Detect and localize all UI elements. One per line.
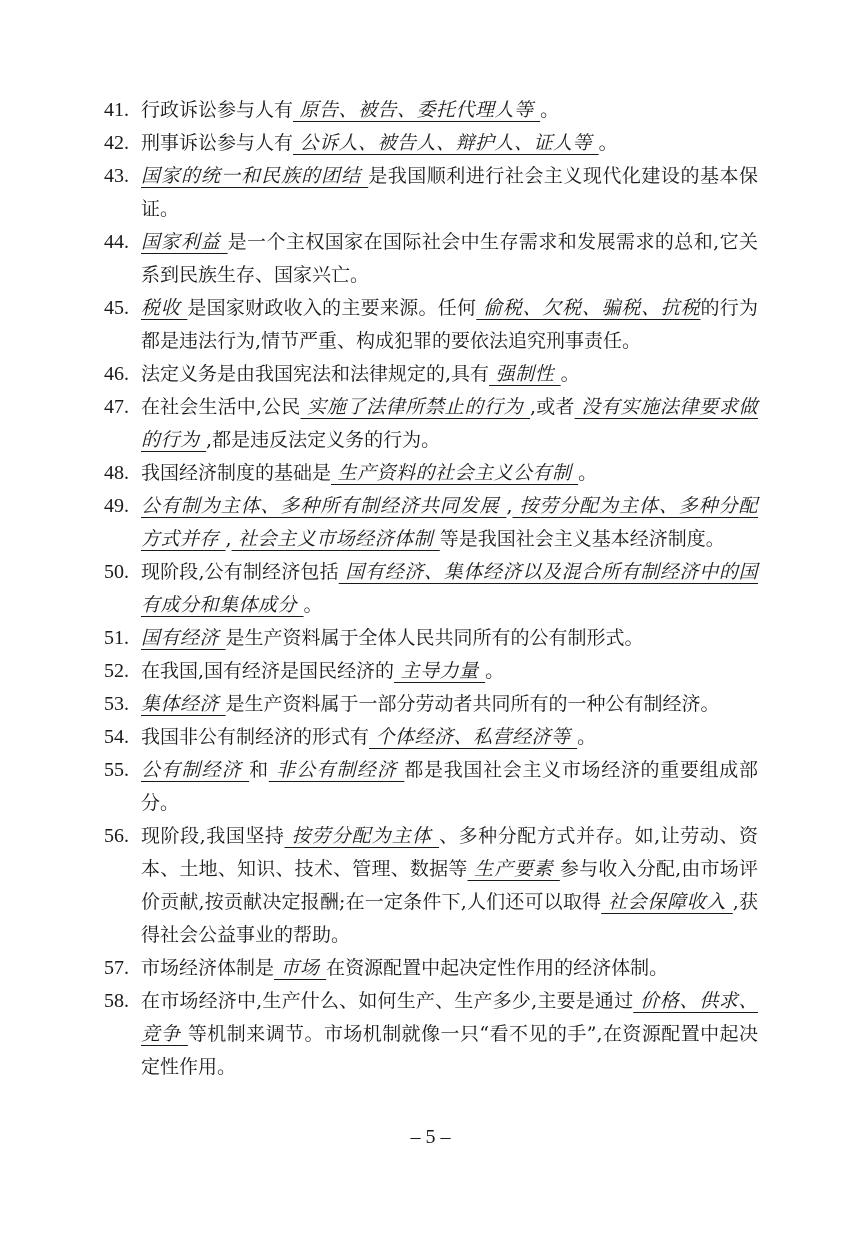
page-number: – 5 – — [410, 1126, 451, 1148]
question-text: 等机制来调节。市场机制就像一只“看不见的手”,在资源配置中起决定性作用。 — [141, 1023, 759, 1078]
question-text: 。 — [303, 594, 323, 616]
question-text: 。 — [598, 132, 618, 154]
question-text: 我国非公有制经济的形式有 — [141, 726, 370, 748]
answer-blank: 国有经济 — [141, 627, 226, 649]
question-item — [104, 160, 758, 226]
question-item — [104, 952, 758, 985]
answer-blank: 国家利益 — [141, 231, 228, 253]
answer-blank: 公诉人、被告人、辩护人、证人等 — [293, 132, 599, 154]
question-number: 51. — [104, 627, 129, 649]
answer-blank: 市场 — [274, 957, 327, 979]
question-text: 法定义务是由我国宪法和法律规定的,具有 — [141, 363, 490, 385]
question-text: 和 — [249, 759, 269, 781]
question-text: 在市场经济中,生产什么、如何生产、生产多少,主要是通过 — [141, 990, 634, 1012]
question-text: 市场经济体制是 — [141, 957, 275, 979]
question-text: 。 — [560, 363, 580, 385]
answer-blank: 强制性 — [489, 363, 561, 385]
question-item — [104, 985, 758, 1084]
question-text: ,都是违反法定义务的行为。 — [206, 429, 441, 451]
question-number: 43. — [104, 165, 129, 187]
question-text: 行政诉讼参与人有 — [141, 99, 294, 121]
question-number: 56. — [104, 825, 129, 847]
answer-blank: 税收 — [141, 297, 188, 319]
answer-blank: 原告、被告、委托代理人等 — [293, 99, 541, 121]
question-text: 参与收入分配,由市场评价贡献,按贡献决定报酬;在一定条件下,人们还可以取得 — [141, 858, 758, 913]
question-number: 41. — [104, 99, 129, 121]
question-number: 52. — [104, 660, 129, 682]
question-text: 是我国顺利进行社会主义现代化建设的基本保证。 — [141, 165, 758, 220]
answer-blank: 实施了法律所禁止的行为 — [300, 396, 531, 418]
question-number: 42. — [104, 132, 129, 154]
question-number: 45. — [104, 297, 129, 319]
question-item — [104, 226, 758, 292]
question-number: 48. — [104, 462, 129, 484]
question-number: 55. — [104, 759, 129, 781]
answer-blank: 按劳分配为主体、多种分配方式并存 — [141, 495, 759, 550]
question-number: 49. — [104, 495, 129, 517]
question-text: 都是我国社会主义市场经济的重要组成部分。 — [141, 759, 758, 814]
question-item — [104, 754, 758, 820]
question-item — [104, 127, 758, 160]
question-number: 46. — [104, 363, 129, 385]
answer-blank: 集体经济 — [141, 693, 226, 715]
answer-blank: 国家的统一和民族的团结 — [141, 165, 369, 187]
question-item — [104, 688, 758, 721]
question-text: 、多种分配方式并存。如,让劳动、资本、土地、知识、技术、管理、数据等 — [141, 825, 758, 880]
answer-blank: 个体经济、私营经济等 — [369, 726, 578, 748]
question-item — [104, 94, 758, 127]
answer-blank: 按劳分配为主体 — [284, 825, 440, 847]
question-item — [104, 490, 758, 556]
question-text: 等是我国社会主义基本经济制度。 — [439, 528, 725, 550]
question-item — [104, 457, 758, 490]
question-number: 54. — [104, 726, 129, 748]
question-text: , — [506, 495, 513, 517]
question-number: 47. — [104, 396, 129, 418]
question-text: 是一个主权国家在国际社会中生存需求和发展需求的总和,它关系到民族生存、国家兴亡。 — [141, 231, 758, 286]
question-text: 现阶段,我国坚持 — [141, 825, 285, 847]
question-item — [104, 358, 758, 391]
question-text: , — [225, 528, 232, 550]
question-text: 刑事诉讼参与人有 — [141, 132, 294, 154]
answer-blank: 价格、供求、竞争 — [141, 990, 758, 1045]
question-number: 53. — [104, 693, 129, 715]
answer-blank: 生产要素 — [467, 858, 560, 880]
question-text: 在资源配置中起决定性作用的经济体制。 — [326, 957, 669, 979]
question-number: 57. — [104, 957, 129, 979]
question-item — [104, 820, 758, 952]
answer-blank: 公有制为主体、多种所有制经济共同发展 — [141, 495, 507, 517]
question-text: 现阶段,公有制经济包括 — [141, 561, 339, 583]
question-item — [104, 622, 758, 655]
answer-blank: 公有制经济 — [141, 759, 250, 781]
question-text: 是生产资料属于全体人民共同所有的公有制形式。 — [225, 627, 644, 649]
question-item — [104, 292, 758, 358]
answer-blank: 没有实施法律要求做的行为 — [141, 396, 758, 451]
question-list — [104, 94, 758, 1084]
question-text: ,或者 — [530, 396, 575, 418]
question-number: 58. — [104, 990, 129, 1012]
question-item — [104, 556, 758, 622]
question-item — [104, 655, 758, 688]
question-item — [104, 391, 758, 457]
question-text: 。 — [485, 660, 505, 682]
question-text: 在我国,国有经济是国民经济的 — [141, 660, 395, 682]
question-text: 。 — [578, 462, 598, 484]
answer-blank: 社会保障收入 — [601, 891, 733, 913]
question-item — [104, 721, 758, 754]
question-number: 50. — [104, 561, 129, 583]
question-number: 44. — [104, 231, 129, 253]
answer-blank: 偷税、欠税、骗税、抗税 — [476, 297, 701, 319]
question-text: 。 — [577, 726, 597, 748]
question-text: 在社会生活中,公民 — [141, 396, 301, 418]
question-text: 是国家财政收入的主要来源。任何 — [187, 297, 477, 319]
answer-blank: 生产资料的社会主义公有制 — [331, 462, 579, 484]
question-text: 。 — [540, 99, 560, 121]
answer-blank: 国有经济、集体经济以及混合所有制经济中的国有成分和集体成分 — [141, 561, 758, 616]
answer-blank: 主导力量 — [394, 660, 486, 682]
question-text: 的行为都是违法行为,情节严重、构成犯罪的要依法追究刑事责任。 — [141, 297, 758, 352]
question-text: 我国经济制度的基础是 — [141, 462, 332, 484]
question-text: ,获得社会公益事业的帮助。 — [141, 891, 758, 946]
answer-blank: 非公有制经济 — [268, 759, 405, 781]
answer-blank: 社会主义市场经济体制 — [231, 528, 440, 550]
question-text: 是生产资料属于一部分劳动者共同所有的一种公有制经济。 — [225, 693, 720, 715]
